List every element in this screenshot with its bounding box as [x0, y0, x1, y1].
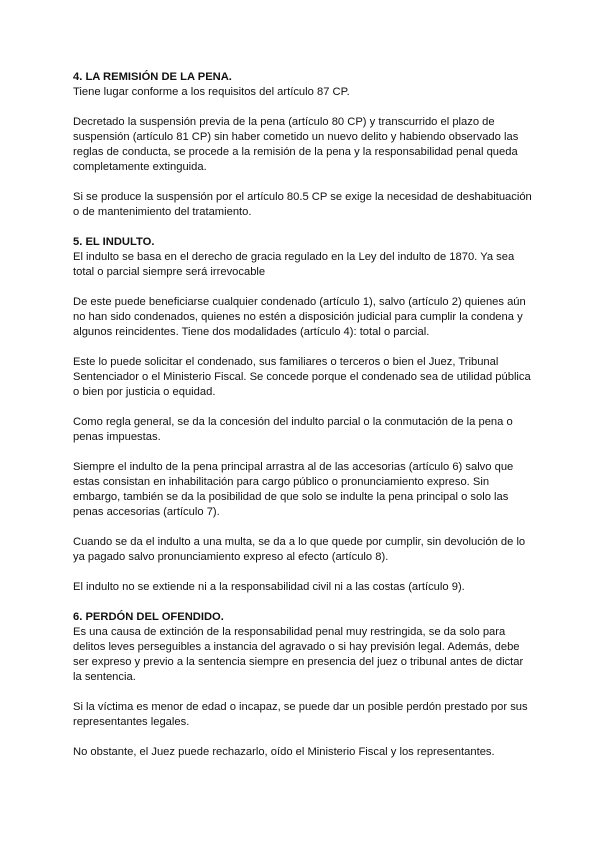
- paragraph: De este puede beneficiarse cualquier condenado (artículo 1), salvo (artículo 2) quienes aún no han sido condenados, quienes no estén a disposición judicial para cumplir la condena y algunos reincidentes. Tiene dos modalidades (artículo 4): total o parcial.: [73, 296, 526, 338]
- paragraph: Si se produce la suspensión por el artículo 80.5 CP se exige la necesidad de deshabituación o de mantenimiento del tratamiento.: [73, 191, 532, 218]
- paragraph: Es una causa de extinción de la responsabilidad penal muy restringida, se da solo para delitos leves perseguibles a instancia del agravado o si hay previsión legal. Además, debe ser expreso y previo a la sentencia siempre en presencia del juez o tribunal antes de dictar la sentencia.: [73, 626, 524, 683]
- paragraph: Tiene lugar conforme a los requisitos del artículo 87 CP.: [73, 86, 350, 98]
- paragraph: Como regla general, se da la concesión del indulto parcial o la conmutación de la pena o penas impuestas.: [73, 416, 513, 443]
- paragraph: Decretado la suspensión previa de la pena (artículo 80 CP) y transcurrido el plazo de suspensión (artículo 81 CP) sin haber cometido un nuevo delito y habiendo observado las reglas de conducta, se procede a la remisión de la pena y la responsabilidad penal queda completamente extinguida.: [73, 116, 519, 173]
- paragraph: El indulto se basa en el derecho de gracia regulado en la Ley del indulto de 1870. Ya sea total o parcial siempre será irrevocable: [73, 251, 515, 278]
- section-title: 4. LA REMISIÓN DE LA PENA.: [73, 71, 232, 83]
- section-title: 6. PERDÓN DEL OFENDIDO.: [73, 611, 224, 623]
- document-page: [73, 70, 533, 775]
- paragraph: Cuando se da el indulto a una multa, se da a lo que quede por cumplir, sin devolución de lo ya pagado salvo pronunciamiento expreso al efecto (artículo 8).: [73, 536, 526, 563]
- section-indulto: [73, 235, 533, 595]
- section-title: 5. EL INDULTO.: [73, 236, 155, 248]
- paragraph: No obstante, el Juez puede rechazarlo, oído el Ministerio Fiscal y los representantes.: [73, 746, 495, 758]
- section-perdon: [73, 610, 533, 760]
- section-remision: [73, 70, 533, 220]
- paragraph: Si la víctima es menor de edad o incapaz, se puede dar un posible perdón prestado por sus representantes legales.: [73, 701, 528, 728]
- paragraph: El indulto no se extiende ni a la responsabilidad civil ni a las costas (artículo 9).: [73, 581, 465, 593]
- paragraph: Este lo puede solicitar el condenado, sus familiares o terceros o bien el Juez, Tribunal Sentenciador o el Ministerio Fiscal. Se concede porque el condenado sea de utilidad pública o bien por justicia o equidad.: [73, 356, 531, 398]
- paragraph: Siempre el indulto de la pena principal arrastra al de las accesorias (artículo 6) salvo que estas consistan en inhabilitación para cargo público o pronunciamiento expreso. Sin embargo, también se da la posibilidad de que solo se indulte la pena principal o solo las penas accesorias (artículo 7).: [73, 461, 514, 518]
